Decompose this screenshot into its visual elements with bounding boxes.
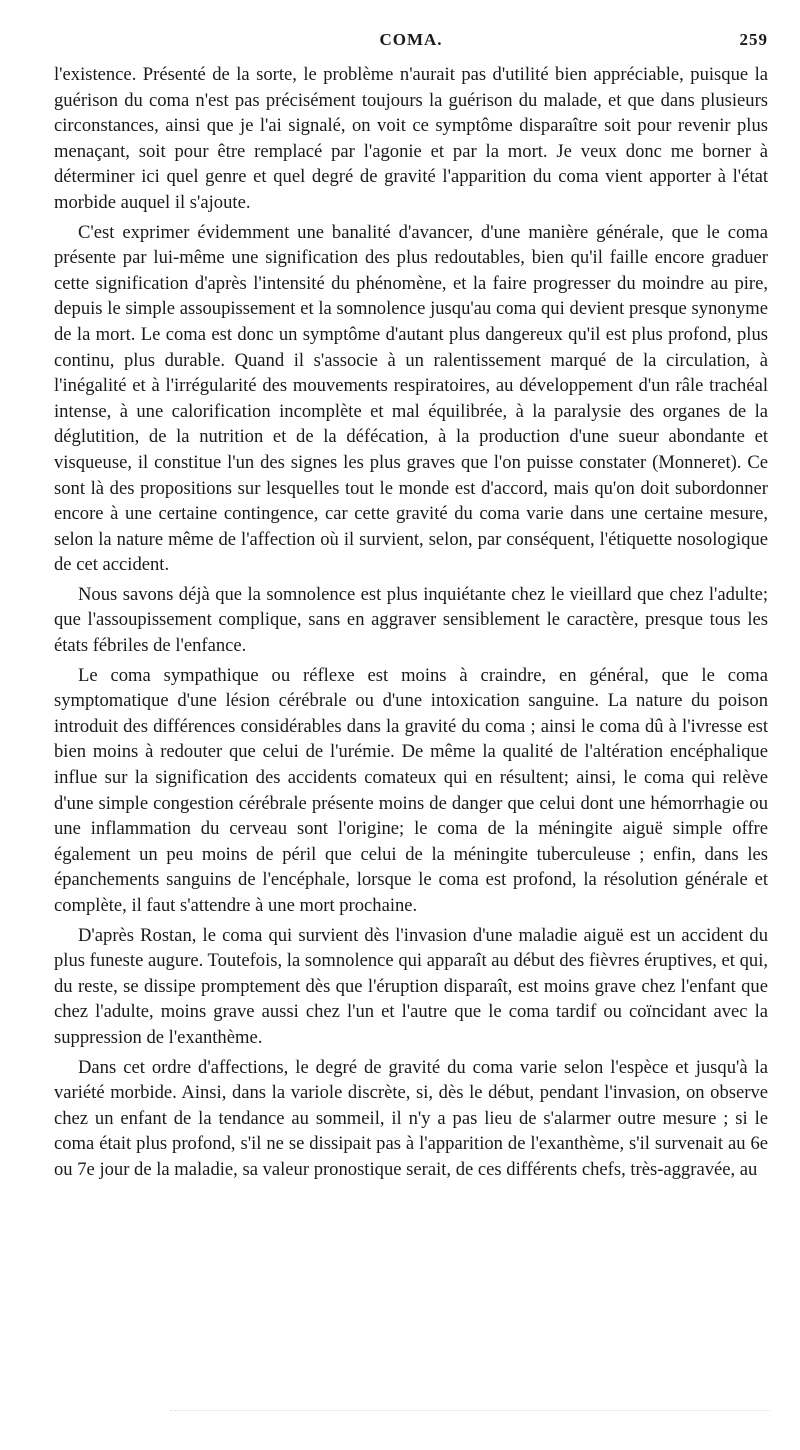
paragraph-1: l'existence. Présenté de la sorte, le problème n'aurait pas d'utilité bien appréciable, puisque la guérison du coma n'est pas précisément toujours la guérison du malade, et que dans plusieurs circonstances, ainsi que je l'ai signalé, on voit ce symptôme disparaître soit pour revenir plus menaçant, soit pour être remplacé par l'agonie et par la mort. Je veux donc me borner à déterminer ici quel genre et quel degré de gravité l'apparition du coma vient apporter à l'état morbide auquel il s'ajoute.	[54, 64, 768, 213]
paragraph-5: D'après Rostan, le coma qui survient dès l'invasion d'une maladie aiguë est un accident du plus funeste augure. Toutefois, la somnolence qui apparaît au début des fièvres éruptives, et qui, du reste, se dissipe promptement dès que l'éruption disparaît, est moins grave chez l'enfant que chez l'adulte, moins grave aussi chez l'un et l'autre que le coma tardif ou coïncidant avec la suppression de l'exanthème.	[54, 924, 769, 1048]
running-title: COMA.	[379, 30, 443, 49]
paragraph-3: Nous savons déjà que la somnolence est plus inquiétante chez le vieillard que chez l'adulte; que l'assoupissement complique, sans en aggraver sensiblement le caractère, presque tous les états fébriles de l'enfance.	[54, 583, 768, 657]
footer-rule	[170, 1410, 770, 1417]
document-page	[54, 30, 768, 1187]
body-text	[54, 62, 768, 1183]
running-header	[54, 30, 768, 56]
page-number: 259	[739, 30, 768, 49]
paragraph-6: Dans cet ordre d'affections, le degré de gravité du coma varie selon l'espèce et jusqu'à la variété morbide. Ainsi, dans la variole discrète, si, dès le début, pendant l'invasion, on observe chez un enfant de la tendance au sommeil, il n'y a pas lieu de s'alarmer outre mesure ; si le coma était plus profond, s'il ne se dissipait pas à l'apparition de l'exanthème, s'il survenait au 6e ou 7e jour de la maladie, sa valeur pronostique serait, de ces différents chefs, très-aggravée, au	[54, 1056, 768, 1180]
paragraph-2: C'est exprimer évidemment une banalité d'avancer, d'une manière générale, que le coma présente par lui-même une signification des plus redoutables, bien qu'il faille encore graduer cette signification d'après l'intensité du phénomène, et la faire progresser du moindre au pire, depuis le simple assoupissement et la somnolence jusqu'au coma qui devient presque synonyme de la mort. Le coma est donc un symptôme d'autant plus dangereux qu'il est plus profond, plus continu, plus durable. Quand il s'associe à un ralentissement marqué de la circulation, à l'inégalité et à l'irrégularité des mouvements respiratoires, au développement d'un râle trachéal intense, à une calorification incomplète et mal équilibrée, à la paralysie des organes de la déglutition, de la nutrition et de la défécation, à la production d'une sueur abondante et visqueuse, il constitue l'un des signes les plus graves que l'on puisse constater (Monneret). Ce sont là des propositions sur lesquelles tout le monde est d'accord, mais qu'on doit subordonner encore à une certaine contingence, car cette gravité du coma varie dans une certaine mesure, selon la nature même de l'affection où il survient, selon, par conséquent, l'étiquette nosologique de cet accident.	[54, 221, 768, 576]
paragraph-4: Le coma sympathique ou réflexe est moins à craindre, en général, que le coma symptomatique d'une lésion cérébrale ou d'une intoxication sanguine. La nature du poison introduit des différences considérables dans la gravité du coma ; ainsi le coma dû à l'ivresse est bien moins à redouter que celui de l'urémie. De même la qualité de l'altération encéphalique influe sur la signification des accidents comateux qui en résultent; ainsi, le coma qui relève d'une simple congestion cérébrale présente moins de danger que celui dont une hémorrhagie ou une inflammation du cerveau sont l'origine; le coma de la méningite aiguë simple offre également un peu moins de péril que celui de la méningite tuberculeuse ; enfin, dans les épanchements sanguins de l'encéphale, lorsque le coma est profond, la résolution générale et complète, il faut s'attendre à une mort prochaine.	[54, 664, 768, 916]
